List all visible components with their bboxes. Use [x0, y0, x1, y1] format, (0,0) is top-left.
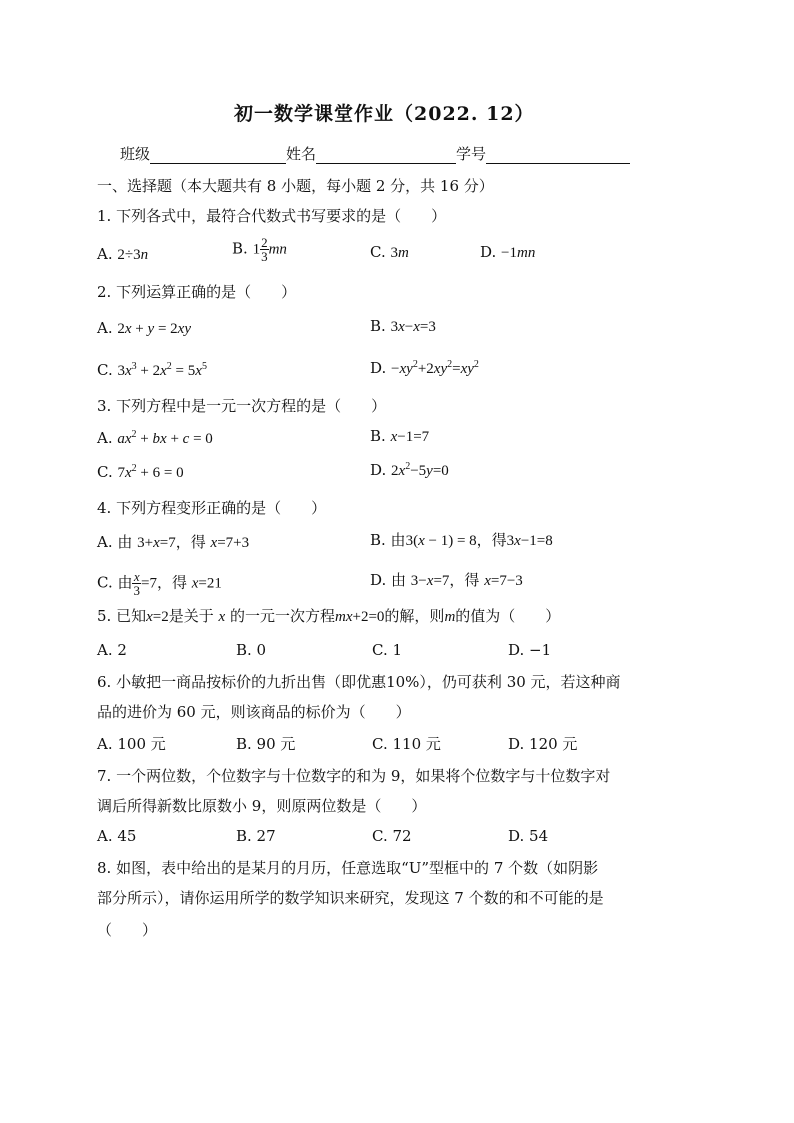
- q5-option-b: B. 0: [236, 641, 267, 659]
- q6-stem-line2: 品的进价为 60 元，则该商品的标价为（ ）: [97, 703, 411, 721]
- q5-option-a: A. 2: [97, 641, 127, 659]
- q7-option-b: B. 27: [236, 827, 276, 845]
- q3-stem: 3. 下列方程中是一元一次方程的是（ ）: [97, 397, 387, 415]
- id-field[interactable]: [486, 145, 630, 164]
- q1-option-a: A. 2÷3n: [97, 245, 149, 263]
- q8-stem-line2: 部分所示），请你运用所学的数学知识来研究，发现这 7 个数的和不可能的是: [97, 889, 604, 907]
- q6-stem-line1: 6. 小敏把一商品按标价的九折出售（即优惠10%），仍可获利 30 元，若这种商: [97, 673, 621, 691]
- q6-option-d: D. 120 元: [508, 735, 578, 753]
- id-label: 学号: [456, 145, 487, 163]
- q5-option-d: D. −1: [508, 641, 552, 659]
- q4-option-c: C. 由 $\frac{x}{3}$ =7，得 x=21: [97, 569, 222, 598]
- section-heading: 一、选择题（本大题共有 8 小题，每小题 2 分，共 16 分）: [97, 177, 494, 195]
- q2-option-b: B. 3x−x=3: [370, 317, 436, 335]
- q7-stem-line1: 7. 一个两位数，个位数字与十位数字的和为 9，如果将个位数字与十位数字对: [97, 767, 611, 785]
- q1-stem: 1. 下列各式中，最符合代数式书写要求的是（ ）: [97, 207, 447, 225]
- q7-option-d: D. 54: [508, 827, 549, 845]
- q4-option-a: A. 由 3+x=7，得 x=7+3: [97, 533, 250, 551]
- q4-option-d: D. 由 3−x=7，得 x=7−3: [370, 571, 523, 589]
- q7-option-c: C. 72: [372, 827, 412, 845]
- q1-option-d: D. −1mn: [480, 243, 536, 261]
- q6-option-b: B. 90 元: [236, 735, 296, 753]
- q5-stem: 5. 已知x=2是关于 x 的一元一次方程mx+2=0的解，则m的值为（ ）: [97, 607, 561, 625]
- q3-option-c: C. $7x^2 + 6 = 0$: [97, 463, 184, 481]
- q1-option-b: B. 1 $\frac{2}{3}$ mn: [232, 235, 287, 264]
- student-info-row: [120, 144, 630, 164]
- class-label: 班级: [120, 145, 151, 163]
- q3-option-d: D. $2x^2-5y=0$: [370, 461, 449, 479]
- q5-option-c: C. 1: [372, 641, 403, 659]
- class-field[interactable]: [150, 145, 286, 164]
- q2-option-a: A. 2x + y = 2xy: [97, 319, 191, 337]
- q1-option-c: C. 3m: [370, 243, 409, 261]
- q8-answer-bracket: （ ）: [97, 921, 158, 939]
- name-field[interactable]: [316, 145, 456, 164]
- name-label: 姓名: [286, 145, 317, 163]
- q2-stem: 2. 下列运算正确的是（ ）: [97, 283, 297, 301]
- q4-option-b: B. 由3(x − 1) = 8，得3x−1=8: [370, 531, 553, 549]
- q2-option-c: C. $3x^3 + 2x^2 = 5x^5$: [97, 361, 207, 379]
- q2-option-d: D. $-xy^2+2xy^2=xy^2$: [370, 359, 479, 377]
- q7-option-a: A. 45: [97, 827, 137, 845]
- q3-option-a: A. $ax^2$ + bx + c = 0: [97, 429, 213, 447]
- q3-option-b: B. x−1=7: [370, 427, 430, 445]
- q7-stem-line2: 调后所得新数比原数小 9，则原两位数是（ ）: [97, 797, 427, 815]
- q8-stem-line1: 8. 如图，表中给出的是某月的月历，任意选取“U”型框中的 7 个数（如阴影: [97, 859, 599, 877]
- page-title: 初一数学课堂作业（2022. 12）: [234, 103, 535, 125]
- q6-option-c: C. 110 元: [372, 735, 441, 753]
- q4-stem: 4. 下列方程变形正确的是（ ）: [97, 499, 327, 517]
- q6-option-a: A. 100 元: [97, 735, 166, 753]
